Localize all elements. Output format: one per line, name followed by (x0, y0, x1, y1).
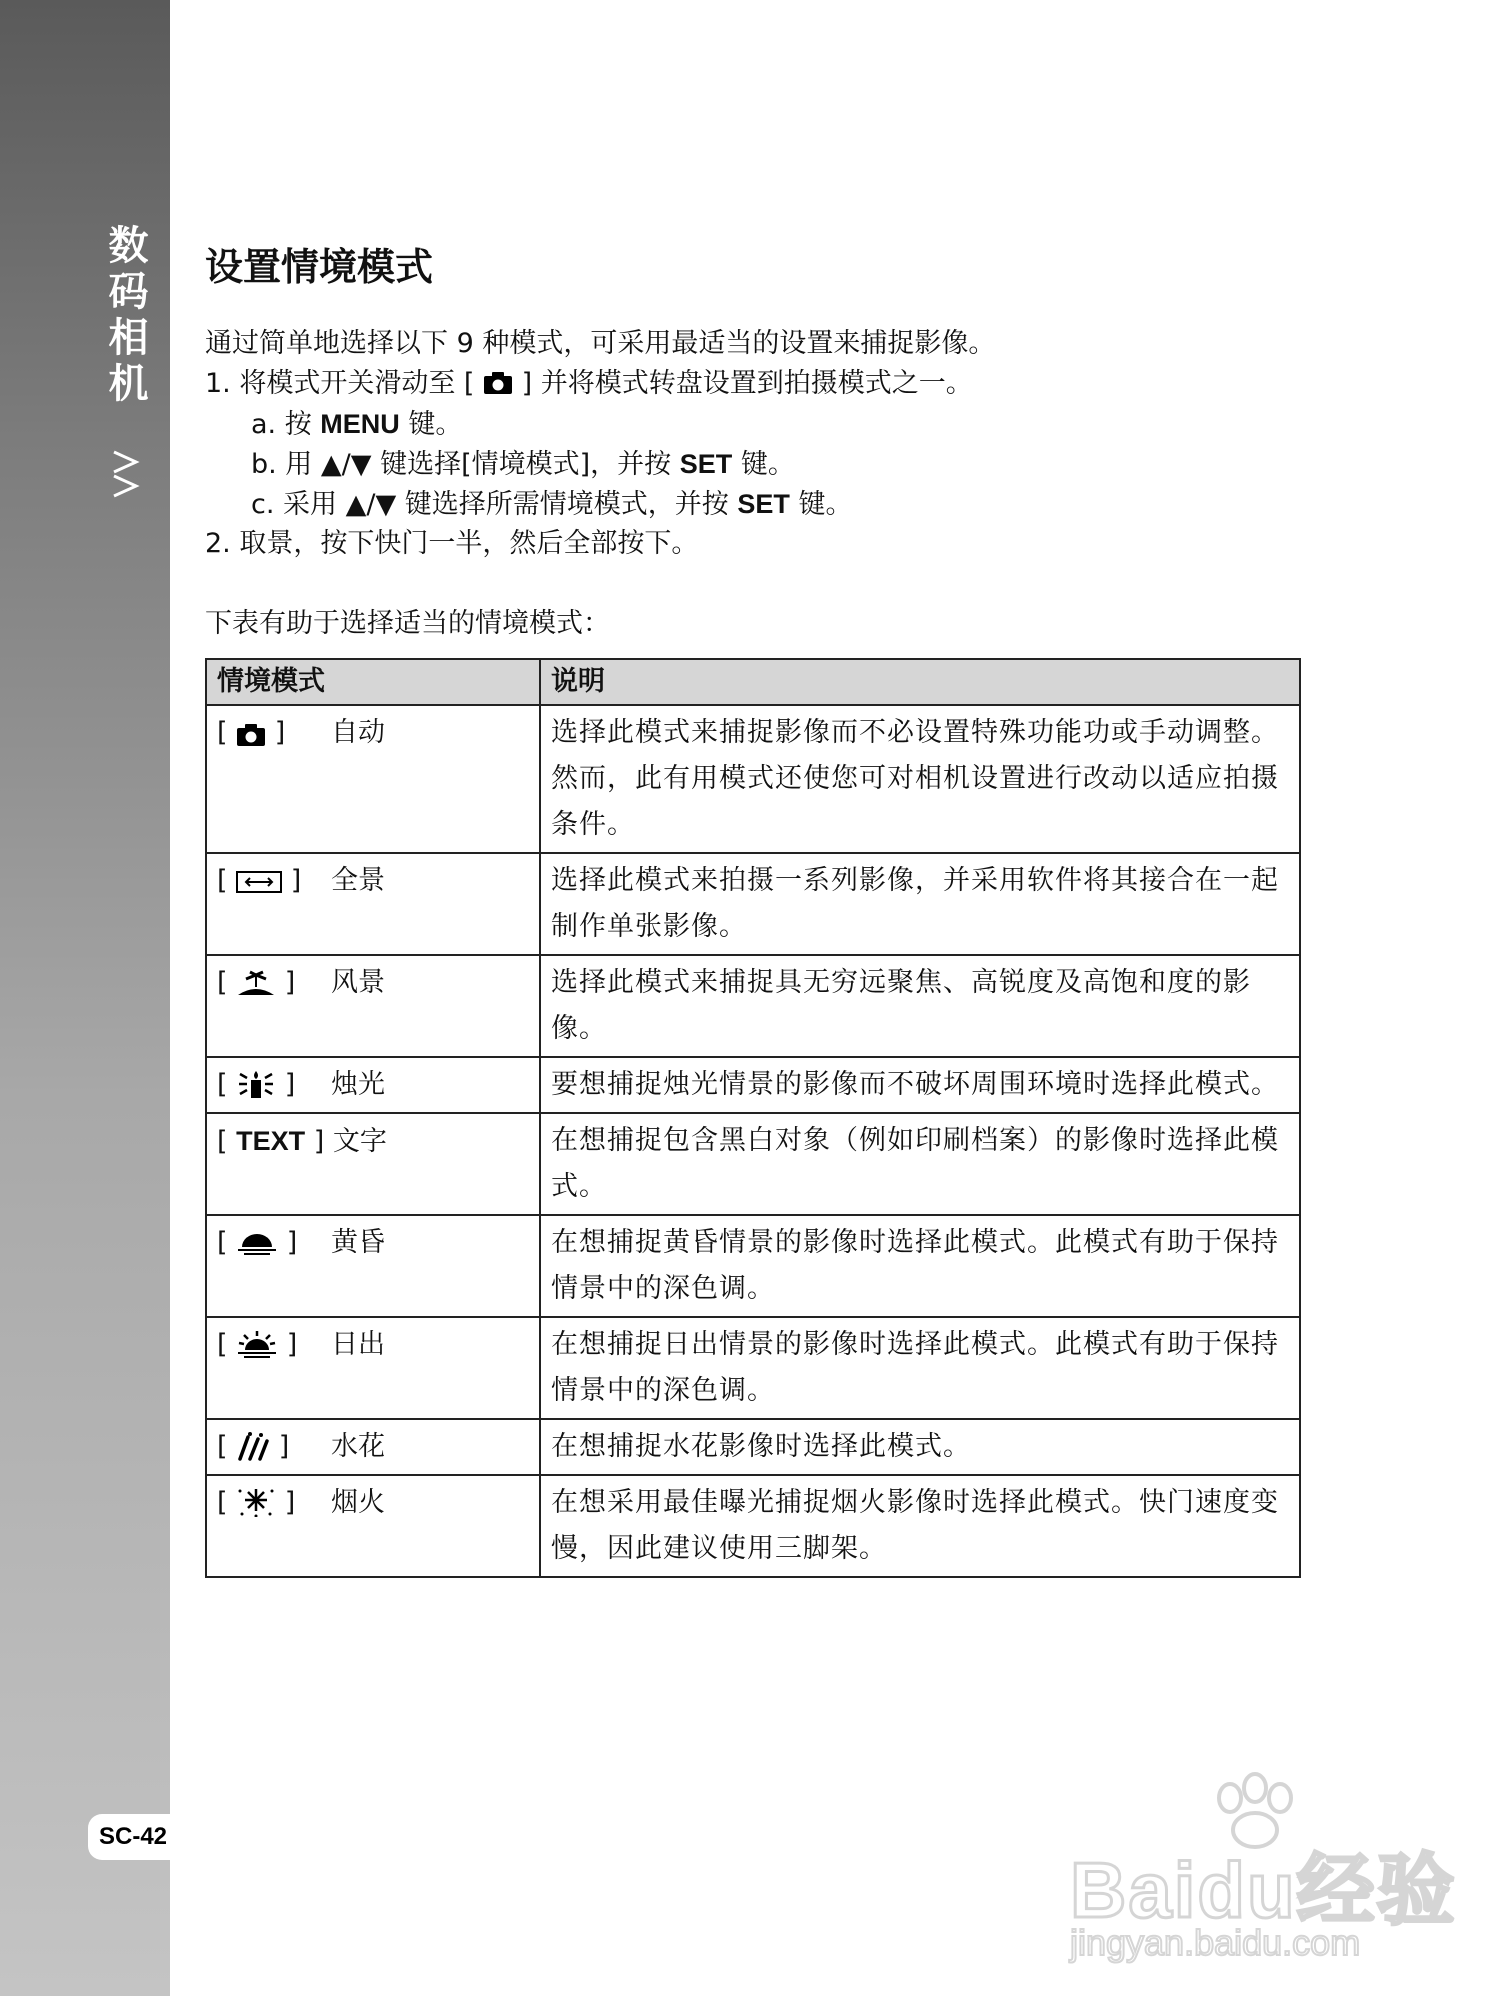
table-row (206, 1215, 1300, 1317)
sidebar-title: 数码相机 (102, 224, 148, 408)
description-cell (540, 1113, 1300, 1215)
mode-cell: [ TEXT ] 文字 (206, 1113, 540, 1215)
step-2: 2. 取景，按下快门一半，然后全部按下。 (205, 528, 699, 559)
mode-cell: [ ] 黄昏 (206, 1215, 540, 1317)
description-cell (540, 1057, 1300, 1113)
step-1b-mid: 键选择[情境模式]，并按 (371, 449, 680, 480)
step-1c-mid: 键选择所需情境模式，并按 (396, 489, 738, 520)
description-cell (540, 705, 1300, 853)
camera-icon (236, 723, 266, 747)
step-1-text-b: ] 并将模式转盘设置到拍摄模式之一。 (513, 368, 973, 399)
set-key: SET (679, 449, 733, 479)
panorama-icon (236, 869, 282, 895)
step-1b-suffix: 键。 (732, 449, 795, 480)
mode-cell: [ ] 全景 (206, 853, 540, 955)
description-text: 然而，此有用模式还使您可对相机设置进行改动以适应拍摄条件。 (551, 763, 1279, 840)
mode-name: 全景 (331, 865, 385, 896)
table-row (206, 1475, 1300, 1577)
description-text: 在想捕捉水花影像时选择此模式。 (551, 1431, 971, 1462)
watermark-main: Baidu经验 (1070, 1846, 1457, 1934)
step-1c (205, 484, 995, 524)
step-1-text-a: 1. 将模式开关滑动至 [ (205, 368, 484, 399)
mode-name: 自动 (331, 717, 385, 748)
description-text: 在想捕捉包含黑白对象（例如印刷档案）的影像时选择此模式。 (551, 1125, 1279, 1202)
table-row (206, 705, 1300, 853)
watermark-url: jingyan.baidu.com (1070, 1922, 1361, 1963)
description-cell (540, 1419, 1300, 1475)
description-cell (540, 955, 1300, 1057)
step-1b (205, 444, 995, 484)
watermark (1050, 1770, 1457, 1970)
description-text: 在想捕捉日出情景的影像时选择此模式。此模式有助于保持情景中的深色调。 (551, 1329, 1279, 1406)
step-1b-prefix: b. 用 (251, 449, 321, 480)
scene-mode-table (205, 658, 1301, 1578)
step-1c-prefix: c. 采用 (251, 489, 346, 520)
camera-icon (483, 371, 513, 395)
description-text: 选择此模式来捕捉具无穷远聚焦、高锐度及高饱和度的影像。 (551, 967, 1251, 1044)
mode-cell: [ ] 烟火 (206, 1475, 540, 1577)
mode-name: 风景 (331, 967, 385, 998)
mode-cell: [ ] 日出 (206, 1317, 540, 1419)
mode-cell: [ ] 烛光 (206, 1057, 540, 1113)
menu-key: MENU (320, 409, 400, 439)
instructions (205, 324, 995, 564)
step-1 (205, 364, 995, 404)
mode-cell: [ ] 自动 (206, 705, 540, 853)
description-text: 在想采用最佳曝光捕捉烟火影像时选择此模式。快门速度变慢，因此建议使用三脚架。 (551, 1487, 1279, 1564)
up-down-arrows-icon: ▲/▼ (345, 489, 397, 520)
description-cell (540, 1215, 1300, 1317)
header-mode: 情境模式 (206, 659, 540, 705)
mode-name: 文字 (332, 1126, 387, 1157)
description-text: 选择此模式来拍摄一系列影像，并采用软件将其接合在一起制作单张影像。 (551, 865, 1279, 942)
landscape-icon (236, 969, 276, 997)
set-key: SET (737, 489, 790, 519)
step-1a-suffix: 键。 (399, 409, 463, 440)
up-down-arrows-icon: ▲/▼ (320, 449, 372, 480)
step-1a-prefix: a. 按 (251, 409, 321, 440)
step-1c-suffix: 键。 (789, 489, 853, 520)
candlelight-icon (236, 1069, 276, 1099)
mode-name: 黄昏 (331, 1227, 385, 1258)
table-caption: 下表有助于选择适当的情境模式： (205, 608, 610, 639)
description-text: 选择此模式来捕捉影像而不必设置特殊功能功或手动调整。 (551, 717, 1279, 748)
description-text: 要想捕捉烛光情景的影像而不破坏周围环境时选择此模式。 (551, 1069, 1279, 1100)
intro-lead: 通过简单地选择以下 9 种模式，可采用最适当的设置来捕捉影像。 (205, 328, 996, 359)
table-row (206, 1419, 1300, 1475)
step-1a (205, 404, 995, 444)
table-row (206, 955, 1300, 1057)
mode-name: 烟火 (331, 1487, 385, 1518)
sunset-icon (236, 1229, 278, 1257)
header-description: 说明 (540, 659, 1300, 705)
text-icon: TEXT (236, 1126, 306, 1156)
sidebar (0, 0, 170, 1996)
table-row (206, 1113, 1300, 1215)
mode-cell: [ ] 水花 (206, 1419, 540, 1475)
mode-name: 水花 (331, 1431, 385, 1462)
description-cell (540, 1475, 1300, 1577)
mode-name: 烛光 (331, 1069, 385, 1100)
description-text: 在想捕捉黄昏情景的影像时选择此模式。此模式有助于保持情景中的深色调。 (551, 1227, 1279, 1304)
description-cell (540, 1317, 1300, 1419)
table-row (206, 1317, 1300, 1419)
chevron-double-right-icon (110, 448, 142, 500)
page-title: 设置情境模式 (205, 245, 434, 289)
table-row (206, 853, 1300, 955)
fireworks-icon (236, 1485, 276, 1517)
mode-name: 日出 (331, 1329, 385, 1360)
description-cell (540, 853, 1300, 955)
mode-cell: [ ] 风景 (206, 955, 540, 1057)
table-header-row (206, 659, 1300, 705)
sunrise-icon (236, 1329, 278, 1359)
page-number: SC-42 (88, 1814, 178, 1860)
table-row (206, 1057, 1300, 1113)
splash-icon (236, 1431, 270, 1461)
